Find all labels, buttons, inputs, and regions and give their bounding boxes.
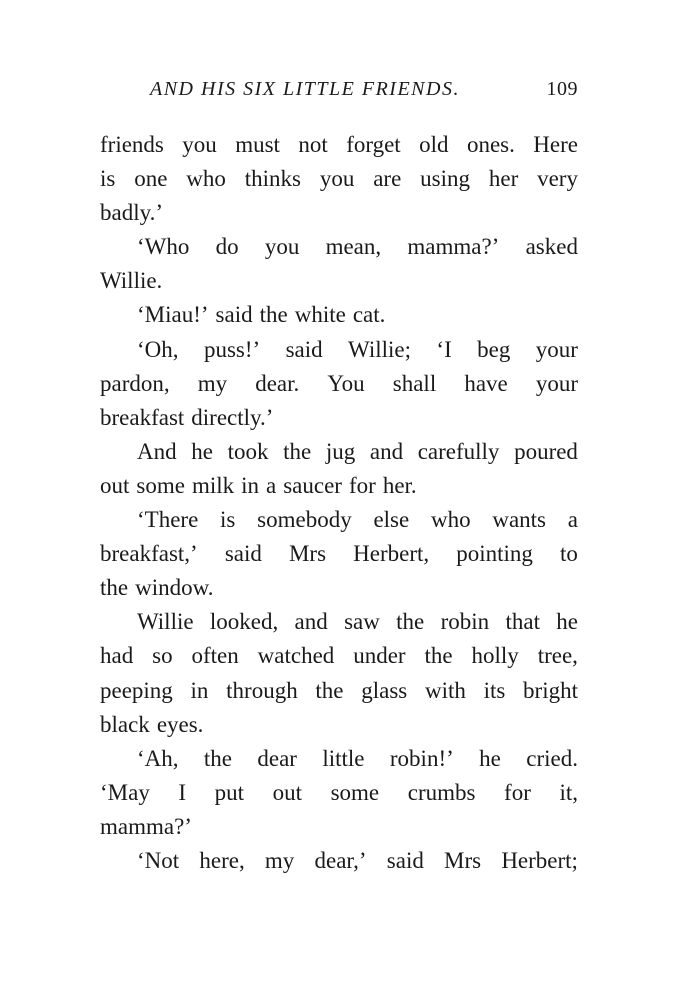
- word: the: [424, 643, 453, 669]
- word: using: [420, 166, 470, 192]
- word: mamma?’: [100, 813, 192, 839]
- word: for: [348, 472, 376, 498]
- word: ‘Oh,: [137, 336, 179, 362]
- word: glass: [361, 677, 408, 703]
- word: through: [226, 677, 298, 703]
- word: looked,: [209, 609, 279, 635]
- word: bright: [523, 677, 578, 703]
- word: robin: [440, 609, 490, 635]
- text-line: [100, 435, 578, 469]
- word: crumbs: [407, 779, 476, 805]
- word: your: [535, 370, 578, 396]
- word: some: [136, 472, 185, 498]
- running-head: [100, 78, 578, 110]
- word: cried.: [526, 745, 578, 771]
- word: the: [315, 677, 344, 703]
- word: pointing: [456, 541, 533, 567]
- word: you: [182, 132, 217, 157]
- word: said: [215, 302, 253, 328]
- word: ‘Miau!’: [137, 302, 209, 328]
- word: thinks: [244, 166, 301, 192]
- word: Herbert,: [353, 541, 430, 567]
- word: my: [197, 370, 228, 396]
- text-line: [100, 128, 578, 162]
- word: the: [259, 302, 288, 328]
- text-line: [100, 742, 578, 776]
- word: its: [483, 677, 506, 703]
- word: dear.: [255, 370, 300, 396]
- word: out: [272, 779, 303, 805]
- word: the: [396, 609, 425, 635]
- word: holly: [471, 643, 519, 669]
- text-line: [100, 196, 578, 230]
- word: is: [220, 507, 236, 533]
- text-line: [100, 639, 578, 673]
- word: Willie.: [100, 268, 163, 294]
- word: Herbert;: [501, 847, 578, 873]
- word: dear: [257, 745, 297, 771]
- word: jug: [325, 438, 356, 464]
- text-line: [100, 503, 578, 537]
- word: who: [186, 166, 226, 192]
- text-line: [100, 264, 578, 298]
- word: and: [294, 609, 328, 635]
- word: are: [373, 166, 402, 192]
- word: cat.: [352, 302, 386, 328]
- body-text: [100, 128, 578, 878]
- word: breakfast,’: [100, 541, 198, 567]
- word: beg: [477, 336, 511, 362]
- word: said: [386, 847, 424, 873]
- word: the: [283, 438, 312, 464]
- word: for: [504, 779, 531, 805]
- word: said: [285, 336, 323, 362]
- text-line: [100, 674, 578, 708]
- word: mean,: [325, 234, 382, 260]
- text-line: [100, 708, 578, 742]
- word: out: [100, 472, 130, 498]
- word: You: [327, 370, 365, 396]
- word: under: [353, 643, 406, 669]
- word: a: [567, 507, 578, 533]
- word: pardon,: [100, 370, 170, 396]
- word: breakfast: [100, 404, 185, 430]
- word: Here: [533, 132, 578, 157]
- word: And: [137, 438, 177, 464]
- word: robin!’: [389, 745, 454, 771]
- text-line: [100, 230, 578, 264]
- word: else: [373, 507, 410, 533]
- text-line: [100, 844, 578, 878]
- word: I: [178, 779, 187, 805]
- page-number: 109: [546, 78, 578, 100]
- text-line: [100, 810, 578, 844]
- running-title: AND HIS SIX LITTLE FRIENDS.: [150, 78, 460, 100]
- word: often: [191, 643, 239, 669]
- word: saw: [344, 609, 380, 635]
- word: friends: [100, 132, 164, 157]
- text-line: [100, 605, 578, 639]
- word: very: [537, 166, 578, 192]
- word: carefully: [417, 438, 500, 464]
- text-line: [100, 162, 578, 196]
- word: ‘Not: [137, 847, 180, 873]
- word: milk: [191, 472, 235, 498]
- word: your: [535, 336, 578, 362]
- word: the: [203, 745, 233, 771]
- word: is: [100, 166, 116, 192]
- word: somebody: [257, 507, 352, 533]
- text-line: [100, 776, 578, 810]
- word: Mrs: [444, 847, 482, 873]
- word: took: [227, 438, 269, 464]
- text-line: [100, 401, 578, 435]
- word: shall: [392, 370, 437, 396]
- text-line: [100, 298, 578, 332]
- word: black: [100, 711, 150, 737]
- text-line: [100, 537, 578, 571]
- word: eyes.: [156, 711, 204, 737]
- word: white: [294, 302, 346, 328]
- text-line: [100, 469, 578, 503]
- word: said: [224, 541, 262, 567]
- word: dear,’: [314, 847, 367, 873]
- word: not: [298, 132, 328, 157]
- word: had: [100, 643, 134, 669]
- text-line: [100, 571, 578, 605]
- word: directly.’: [191, 404, 274, 430]
- word: puss!’: [203, 336, 261, 362]
- word: Mrs: [288, 541, 327, 567]
- word: watched: [257, 643, 335, 669]
- word: must: [235, 132, 280, 157]
- word: old: [419, 132, 449, 157]
- word: her.: [382, 472, 417, 498]
- word: it,: [559, 779, 578, 805]
- word: ‘May: [100, 779, 150, 805]
- word: some: [330, 779, 380, 805]
- word: asked: [525, 234, 578, 260]
- word: do: [215, 234, 239, 260]
- word: he: [191, 438, 213, 464]
- word: her: [488, 166, 519, 192]
- word: in: [190, 677, 209, 703]
- word: he: [556, 609, 578, 635]
- word: ‘I: [436, 336, 452, 362]
- word: who: [430, 507, 471, 533]
- word: one: [134, 166, 168, 192]
- word: forget: [346, 132, 401, 157]
- word: saucer: [283, 472, 342, 498]
- word: ‘Ah,: [137, 745, 179, 771]
- word: here,: [199, 847, 245, 873]
- word: he: [479, 745, 501, 771]
- word: wants: [492, 507, 547, 533]
- word: ones.: [466, 132, 515, 157]
- word: with: [424, 677, 466, 703]
- word: in: [241, 472, 260, 498]
- word: Willie;: [348, 336, 411, 362]
- text-line: [100, 367, 578, 401]
- word: window.: [135, 575, 214, 601]
- word: peeping: [100, 677, 173, 703]
- word: tree,: [537, 643, 578, 669]
- word: the: [100, 575, 129, 601]
- word: poured: [514, 438, 578, 464]
- word: and: [369, 438, 404, 464]
- word: ‘There: [137, 507, 199, 533]
- word: ‘Who: [137, 234, 190, 260]
- word: that: [505, 609, 540, 635]
- text-line: [100, 333, 578, 367]
- word: little: [322, 745, 365, 771]
- word: so: [152, 643, 173, 669]
- word: you: [319, 166, 355, 192]
- word: put: [214, 779, 245, 805]
- word: badly.’: [100, 200, 164, 226]
- word: to: [560, 541, 578, 567]
- word: Willie: [137, 609, 194, 635]
- word: you: [264, 234, 300, 260]
- word: a: [266, 472, 277, 498]
- word: mamma?’: [407, 234, 500, 260]
- word: have: [464, 370, 508, 396]
- word: my: [264, 847, 295, 873]
